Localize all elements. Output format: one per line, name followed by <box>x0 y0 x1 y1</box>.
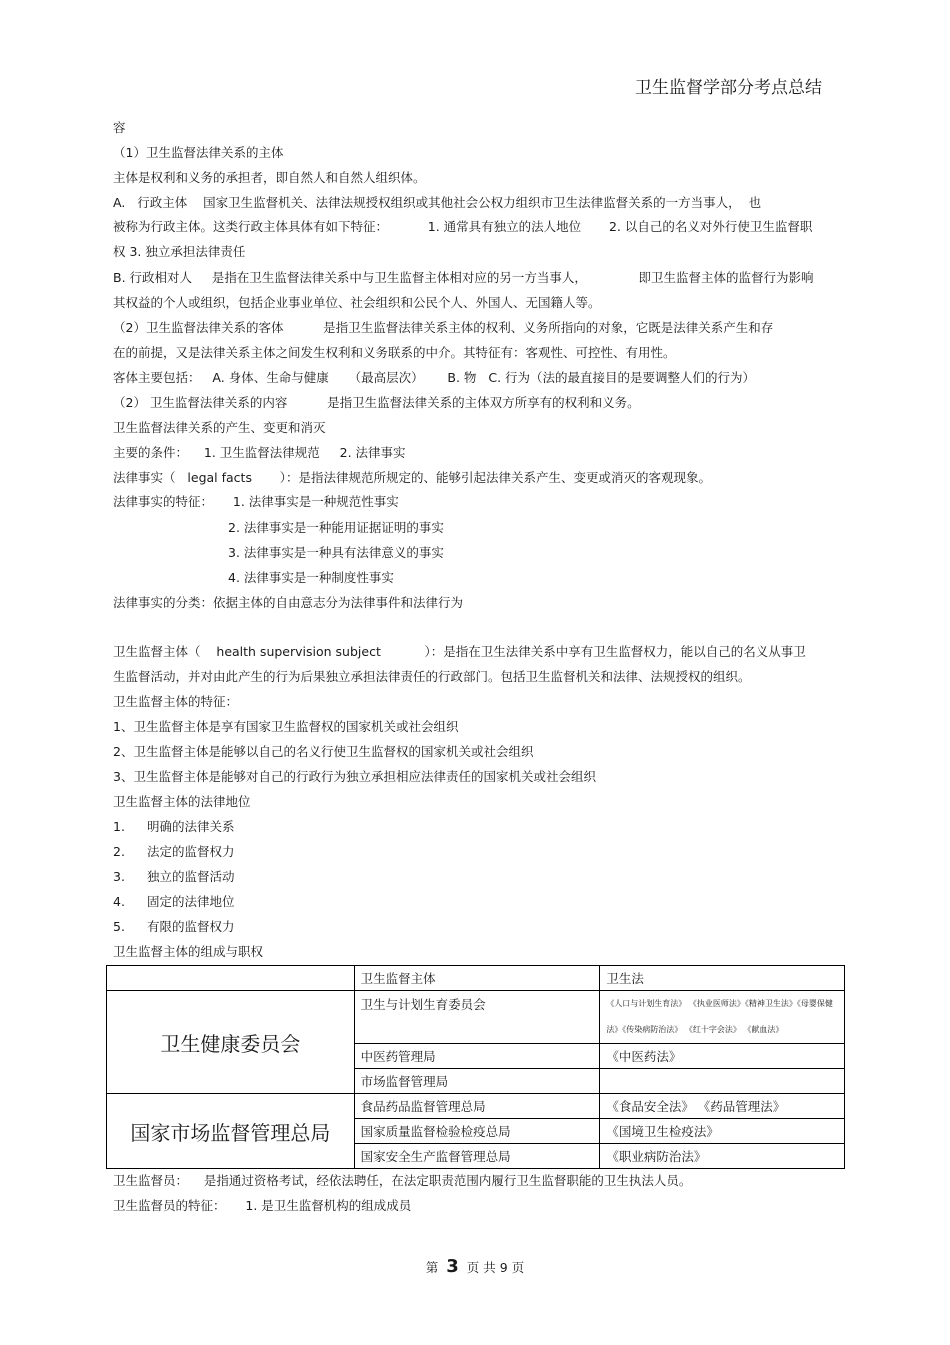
current-page-number: 3 <box>446 1256 459 1277</box>
table-header-cell: 卫生法 <box>600 966 845 991</box>
table-header-cell <box>107 966 355 991</box>
status-item-text: 固定的法律地位 <box>147 894 235 909</box>
inspector-features: 卫生监督员的特征： 1. 是卫生监督机构的组成成员 <box>113 1198 412 1213</box>
text-line: 主要的条件： 1. 卫生监督法律规范 2. 法律事实 <box>113 445 406 460</box>
text-line: 被称为行政主体。这类行政主体具体有如下特征： 1. 通常具有独立的法人地位 2. 以自己的名义对外行使卫生监督职 <box>113 219 813 234</box>
features-title: 卫生监督主体的特征： <box>113 694 239 709</box>
table-row <box>107 1094 845 1119</box>
feature-item: 2、卫生监督主体是能够以自己的名义行使卫生监督权的国家机关或社会组织 <box>113 744 534 759</box>
footer-prefix: 第 <box>425 1260 439 1275</box>
law-cell: 《国境卫生检疫法》 <box>600 1119 845 1144</box>
subject-definition-line: 生监督活动，并对由此产生的行为后果独立承担法律责任的行政部门。包括卫生监督机关和法律、法规授权的组织。 <box>113 669 751 684</box>
subject-definition-line: 卫生监督主体（ health supervision subject ）：是指在卫生法律关系中享有卫生监督权力，能以自己的名义从事卫 <box>113 644 806 659</box>
text-line: 权 3. 独立承担法律责任 <box>113 244 246 259</box>
status-item-number: 2. <box>113 844 125 859</box>
inspector-definition: 卫生监督员： 是指通过资格考试，经依法聘任，在法定职责范围内履行卫生监督职能的卫生执法人员。 <box>113 1173 692 1188</box>
status-title: 卫生监督主体的法律地位 <box>113 794 251 809</box>
status-item <box>113 919 235 935</box>
status-item-number: 1. <box>113 819 125 834</box>
law-cell: 《人口与计划生育法》 《执业医师法》《精神卫生法》《母婴保健法》《传染病防治法》 《红十字会法》 《献血法》 <box>600 991 845 1044</box>
status-item-text: 明确的法律关系 <box>147 819 235 834</box>
subject-cell: 卫生与计划生育委员会 <box>354 991 600 1044</box>
text-line: 其权益的个人或组织，包括企业事业单位、社会组织和公民个人、外国人、无国籍人等。 <box>113 295 601 310</box>
text-line: A. 行政主体 国家卫生监督机关、法律法规授权组织或其他社会公权力组织市卫生法律监督关系的一方当事人， 也 <box>113 195 762 210</box>
subject-cell: 中医药管理局 <box>354 1044 600 1069</box>
total-pages: 9 <box>499 1260 508 1275</box>
law-cell: 《食品安全法》 《药品管理法》 <box>600 1094 845 1119</box>
fact-feature-item: 2. 法律事实是一种能用证据证明的事实 <box>228 520 444 535</box>
status-item-number: 3. <box>113 869 125 884</box>
text-line: 容 <box>113 120 126 135</box>
text-line: 在的前提，又是法律关系主体之间发生权利和义务联系的中介。其特征有：客观性、可控性、有用性。 <box>113 345 676 360</box>
table-row <box>107 991 845 1044</box>
text-line: 主体是权利和义务的承担者，即自然人和自然人组织体。 <box>113 170 426 185</box>
status-item-text: 法定的监督权力 <box>147 844 235 859</box>
classification-line: 法律事实的分类：依据主体的自由意志分为法律事件和法律行为 <box>113 595 464 610</box>
text-line: 卫生监督法律关系的产生、变更和消灭 <box>113 420 326 435</box>
group-cell: 国家市场监督管理总局 <box>107 1094 355 1169</box>
text-line: B. 行政相对人 是指在卫生监督法律关系中与卫生监督主体相对应的另一方当事人， 即卫生监督主体的监督行为影响 <box>113 270 814 285</box>
text-line: （1）卫生监督法律关系的主体 <box>113 145 284 160</box>
fact-feature-item: 3. 法律事实是一种具有法律意义的事实 <box>228 545 444 560</box>
text-line: 法律事实（ legal facts ）：是指法律规范所规定的、能够引起法律关系产生、变更或消灭的客观现象。 <box>113 470 712 485</box>
subject-cell: 市场监督管理局 <box>354 1069 600 1094</box>
subject-cell: 国家质量监督检验检疫总局 <box>354 1119 600 1144</box>
subject-cell: 国家安全生产监督管理总局 <box>354 1144 600 1169</box>
subject-cell: 食品药品监督管理总局 <box>354 1094 600 1119</box>
text-line: 法律事实的特征： 1. 法律事实是一种规范性事实 <box>113 494 399 509</box>
table-header-row <box>107 966 845 991</box>
status-item <box>113 819 235 835</box>
status-item <box>113 869 235 885</box>
group-cell: 卫生健康委员会 <box>107 991 355 1094</box>
law-cell: 《中医药法》 <box>600 1044 845 1069</box>
status-item-text: 有限的监督权力 <box>147 919 235 934</box>
table-title: 卫生监督主体的组成与职权 <box>113 944 264 959</box>
law-cell: 《职业病防治法》 <box>600 1144 845 1169</box>
status-item-number: 5. <box>113 919 125 934</box>
table-header-cell: 卫生监督主体 <box>354 966 600 991</box>
status-item <box>113 894 235 910</box>
footer-middle: 页 共 <box>466 1260 496 1275</box>
composition-table <box>106 965 845 1169</box>
status-item <box>113 844 235 860</box>
page-header-title: 卫生监督学部分考点总结 <box>635 78 822 98</box>
law-cell <box>600 1069 845 1094</box>
feature-item: 1、卫生监督主体是享有国家卫生监督权的国家机关或社会组织 <box>113 719 459 734</box>
text-line: （2） 卫生监督法律关系的内容 是指卫生监督法律关系的主体双方所享有的权利和义务。 <box>113 395 640 410</box>
status-item-number: 4. <box>113 894 125 909</box>
status-item-text: 独立的监督活动 <box>147 869 235 884</box>
text-line: 客体主要包括： A. 身体、生命与健康 （最高层次） B. 物 C. 行为（法的最直接目的是要调整人们的行为） <box>113 370 756 385</box>
footer-suffix: 页 <box>511 1260 525 1275</box>
fact-feature-item: 4. 法律事实是一种制度性事实 <box>228 570 394 585</box>
text-line: （2）卫生监督法律关系的客体 是指卫生监督法律关系主体的权利、义务所指向的对象，它既是法律关系产生和存 <box>113 320 774 335</box>
page-footer <box>0 1256 950 1277</box>
feature-item: 3、卫生监督主体是能够对自己的行政行为独立承担相应法律责任的国家机关或社会组织 <box>113 769 596 784</box>
